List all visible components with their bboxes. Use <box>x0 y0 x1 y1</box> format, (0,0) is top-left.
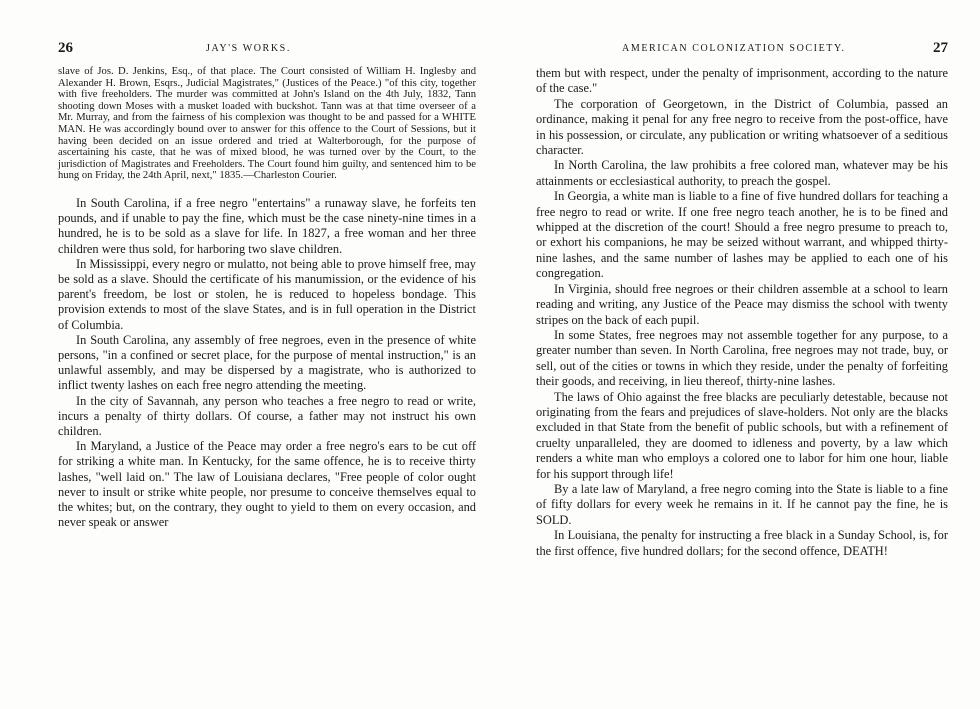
paragraph: By a late law of Maryland, a free negro coming into the State is liable to a fine of fifty dollars for every week he remains in it. If he cannot pay the fine, he is SOLD. <box>536 481 948 527</box>
right-page <box>490 0 980 709</box>
quote-text: slave of Jos. D. Jenkins, Esq., of that place. The Court consisted of William H. Inglesby and Alexander H. Brown, Esqrs., Judicial Magistrates," (Justices of the Peace.) "of this city, together with five freeholders. The murder was committed at John's Island on the 4th July, 1832, Tann shooting down Moses with a musket loaded with buckshot. Tann was at that time overseer of a Mr. Murray, and from the fairness of his complexion was thought to be and passed for a WHITE MAN. He was accordingly bound over to answer for this offence to the Court of Sessions, but it having been decided on an issue ordered and tried at Walterborough, for the purpose of ascertaining his caste, that he was of mixed blood, he was turned over by the Court, to the jurisdiction of Magistrates and Freeholders. The Court found him guilty, and sentenced him to be hung on Friday, the 24th April, next," 1835.—Charleston Courier. <box>58 66 476 182</box>
paragraph: The corporation of Georgetown, in the District of Columbia, passed an ordinance, making it penal for any free negro to receive from the post-office, have in his possession, or circulate, any publication or writing whatsoever of a seditious character. <box>536 96 948 158</box>
right-page-number: 27 <box>933 40 948 56</box>
paragraph-continued: them but with respect, under the penalty of imprisonment, according to the nature of the case." <box>536 66 948 96</box>
paragraph: In South Carolina, if a free negro "entertains" a runaway slave, he forfeits ten pounds, and if unable to pay the fine, which must be the case ninety-nine times in a hundred, he is to be sold as a slave for life. In 1827, a free woman and her three children were thus sold, for harboring two slave children. <box>58 195 476 256</box>
paragraph: The laws of Ohio against the free blacks are peculiarly detestable, because not originating from the fears and prejudices of slave-holders. Not only are the blacks excluded in that State from the benefit of public schools, but with a refinement of cruelty unparalleled, they are doomed to idleness and poverty, by a law which renders a white man who employs a colored one to labor for him one hour, liable for his support through life! <box>536 389 948 481</box>
right-page-header <box>536 40 948 60</box>
left-page-header <box>58 40 476 60</box>
paragraph: In Maryland, a Justice of the Peace may order a free negro's ears to be cut off for striking a white man. In Kentucky, for the same offence, he is to receive thirty lashes, "well laid on." The law of Louisiana declares, "Free people of color ought never to insult or strike white people, nor presume to conceive themselves equal to the whites; but, on the contrary, they ought to yield to them on every occasion, and never speak or answer <box>58 439 476 530</box>
right-running-head: AMERICAN COLONIZATION SOCIETY. <box>622 43 846 54</box>
paragraph: In North Carolina, the law prohibits a free colored man, whatever may be his attainments or ecclesiastical authority, to preach the gospel. <box>536 158 948 188</box>
paragraph: In Georgia, a white man is liable to a fine of five hundred dollars for teaching a free negro to read or write. If one free negro teach another, he is to be fined and whipped at the discretion of the court! Should a free negro presume to preach to, or exhort his companions, he may be seized without warrant, and whipped thirty-nine lashes, and the same number of lashes may be applied to each one of his congregation. <box>536 189 948 281</box>
left-running-head: JAY'S WORKS. <box>206 43 291 54</box>
paragraph: In South Carolina, any assembly of free negroes, even in the presence of white persons, "in a confined or secret place, for the purpose of mental instruction," is an unlawful assembly, and may be dispersed by a magistrate, who is authorized to inflict twenty lashes on each free negro attending the meeting. <box>58 332 476 393</box>
paragraph: In Virginia, should free negroes or their children assemble at a school to learn reading and writing, any Justice of the Peace may dismiss the school with twenty stripes on the back of each pupil. <box>536 281 948 327</box>
left-page-number: 26 <box>58 40 73 56</box>
paragraph: In the city of Savannah, any person who teaches a free negro to read or write, incurs a penalty of thirty dollars. Of course, a father may not instruct his own children. <box>58 393 476 438</box>
paragraph: In Louisiana, the penalty for instructing a free black in a Sunday School, is, for the first offence, five hundred dollars; for the second offence, DEATH! <box>536 528 948 558</box>
paragraph: In Mississippi, every negro or mulatto, not being able to prove himself free, may be sold as a slave. Should the certificate of his manumission, or the evidence of his parent's freedom, be lost or stolen, he is reduced to hopeless bondage. This provision extends to most of the slave States, and is in full operation in the District of Columbia. <box>58 256 476 332</box>
newspaper-quote <box>58 66 476 182</box>
paragraph: In some States, free negroes may not assemble together for any purpose, to a greater number than seven. In North Carolina, free negroes may not trade, buy, or sell, out of the cities or towns in which they reside, under the penalty of forfeiting their goods, and receiving, in lieu thereof, thirty-nine lashes. <box>536 327 948 389</box>
